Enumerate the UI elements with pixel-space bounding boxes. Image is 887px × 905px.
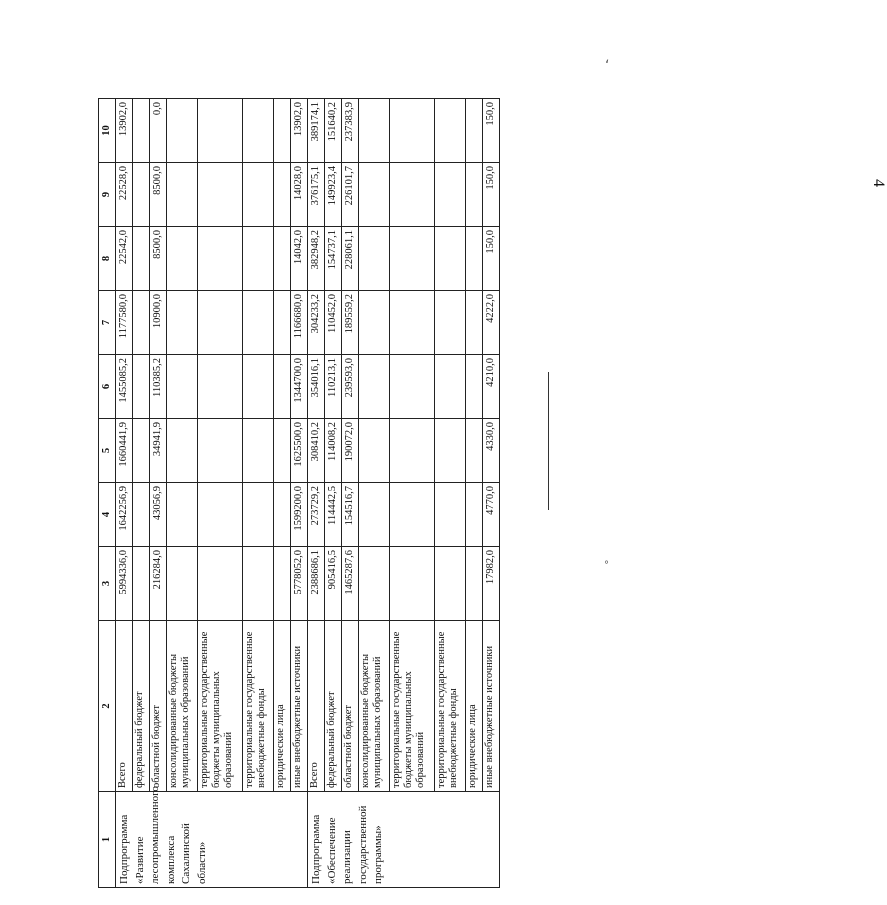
source-label: Всего [116, 621, 133, 792]
value-cell: 5994336,0 [116, 547, 133, 621]
source-label: федеральный бюджет [325, 621, 342, 792]
value-cell: 308410,2 [308, 419, 325, 483]
value-cell [243, 291, 274, 355]
source-label: территориальные государственные бюджеты муниципальных образований [198, 621, 243, 792]
value-cell: 382948,2 [308, 227, 325, 291]
value-cell [243, 99, 274, 163]
value-cell: 905416,5 [325, 547, 342, 621]
header-cell: 2 [99, 621, 116, 792]
funding-table [98, 29, 500, 888]
value-cell: 354016,1 [308, 355, 325, 419]
value-cell: 110385,2 [150, 355, 167, 419]
value-cell [133, 291, 150, 355]
value-cell: 1642256,9 [116, 483, 133, 547]
value-cell: 110213,1 [325, 355, 342, 419]
value-cell [359, 355, 390, 419]
spacer-cell [99, 30, 116, 99]
value-cell [133, 163, 150, 227]
value-cell: 389174,1 [308, 99, 325, 163]
value-cell: 150,0 [483, 163, 500, 227]
value-cell: 34941,9 [150, 419, 167, 483]
value-cell: 151640,2 [325, 99, 342, 163]
source-label: иные внебюджетные источники [483, 621, 500, 792]
value-cell: 2388686,1 [308, 547, 325, 621]
table-row [291, 30, 308, 888]
value-cell [466, 163, 483, 227]
value-cell [390, 547, 435, 621]
value-cell [390, 163, 435, 227]
value-cell: 43056,9 [150, 483, 167, 547]
rotated-content [98, 30, 544, 888]
value-cell [198, 483, 243, 547]
value-cell [274, 291, 291, 355]
value-cell [243, 355, 274, 419]
table-row [325, 30, 342, 888]
value-cell [466, 227, 483, 291]
source-label: федеральный бюджет [133, 621, 150, 792]
source-label: юридические лица [274, 621, 291, 792]
header-cell: 1 [99, 792, 116, 888]
value-cell [198, 227, 243, 291]
spacer-cell [274, 30, 291, 99]
value-cell [243, 163, 274, 227]
spacer-cell [359, 30, 390, 99]
spacer-cell [243, 30, 274, 99]
value-cell [274, 163, 291, 227]
source-label: территориальные государственные внебюджетные фонды [243, 621, 274, 792]
value-cell [167, 291, 198, 355]
value-cell: 304233,2 [308, 291, 325, 355]
value-cell [435, 483, 466, 547]
value-cell: 189559,2 [342, 291, 359, 355]
table-row [150, 30, 167, 888]
spacer-cell [466, 30, 483, 99]
value-cell: 0,0 [150, 99, 167, 163]
value-cell: 114442,5 [325, 483, 342, 547]
value-cell: 10900,0 [150, 291, 167, 355]
value-cell: 4222,0 [483, 291, 500, 355]
value-cell [466, 355, 483, 419]
value-cell [274, 355, 291, 419]
value-cell [167, 547, 198, 621]
spacer-cell [291, 30, 308, 99]
value-cell [435, 547, 466, 621]
value-cell: 17982,0 [483, 547, 500, 621]
value-cell: 190072,0 [342, 419, 359, 483]
subprogram-name: Подпрограмма «Развитие лесопромышленного комплекса Сахалинской области» [116, 792, 308, 888]
value-cell: 1177580,0 [116, 291, 133, 355]
value-cell [133, 547, 150, 621]
value-cell [390, 227, 435, 291]
value-cell [435, 419, 466, 483]
table-row [435, 30, 466, 888]
value-cell [466, 419, 483, 483]
value-cell [466, 99, 483, 163]
table-row [308, 30, 325, 888]
value-cell: 22542,0 [116, 227, 133, 291]
value-cell [274, 227, 291, 291]
value-cell [359, 483, 390, 547]
table-row [133, 30, 150, 888]
value-cell: 13902,0 [291, 99, 308, 163]
scan-dot: ° [604, 560, 609, 571]
value-cell [243, 227, 274, 291]
value-cell [390, 99, 435, 163]
spacer-cell [116, 30, 133, 99]
value-cell [274, 483, 291, 547]
value-cell: 376175,1 [308, 163, 325, 227]
value-cell: 4770,0 [483, 483, 500, 547]
table-row [483, 30, 500, 888]
source-label: территориальные государственные бюджеты муниципальных образований [390, 621, 435, 792]
source-label: консолидированные бюджеты муниципальных образований [167, 621, 198, 792]
value-cell [435, 227, 466, 291]
table-body [99, 30, 500, 888]
header-cell: 4 [99, 483, 116, 547]
value-cell: 110452,0 [325, 291, 342, 355]
source-label: территориальные государственные внебюджетные фонды [435, 621, 466, 792]
value-cell: 239593,0 [342, 355, 359, 419]
value-cell [466, 547, 483, 621]
value-cell [167, 163, 198, 227]
source-label: консолидированные бюджеты муниципальных образований [359, 621, 390, 792]
value-cell [390, 419, 435, 483]
value-cell [133, 355, 150, 419]
value-cell [435, 99, 466, 163]
table-row [167, 30, 198, 888]
value-cell: 216284,0 [150, 547, 167, 621]
value-cell: 1660441,9 [116, 419, 133, 483]
value-cell [359, 163, 390, 227]
value-cell [198, 99, 243, 163]
header-row [99, 30, 116, 888]
value-cell [167, 483, 198, 547]
table-row [466, 30, 483, 888]
value-cell [133, 419, 150, 483]
header-cell: 9 [99, 163, 116, 227]
spacer-cell [150, 30, 167, 99]
header-cell: 10 [99, 99, 116, 163]
value-cell [435, 163, 466, 227]
table-row [198, 30, 243, 888]
source-label: Всего [308, 621, 325, 792]
value-cell [198, 291, 243, 355]
value-cell: 1166680,0 [291, 291, 308, 355]
source-label: областной бюджет [342, 621, 359, 792]
value-cell [167, 355, 198, 419]
header-cell: 8 [99, 227, 116, 291]
value-cell [390, 483, 435, 547]
spacer-cell [308, 30, 325, 99]
spacer-cell [133, 30, 150, 99]
value-cell: 8500,0 [150, 163, 167, 227]
value-cell [198, 163, 243, 227]
value-cell [435, 355, 466, 419]
spacer-cell [325, 30, 342, 99]
value-cell [133, 99, 150, 163]
value-cell: 1625500,0 [291, 419, 308, 483]
value-cell: 8500,0 [150, 227, 167, 291]
value-cell [435, 291, 466, 355]
value-cell [274, 547, 291, 621]
value-cell [390, 291, 435, 355]
value-cell [274, 419, 291, 483]
value-cell: 4330,0 [483, 419, 500, 483]
spacer-cell [198, 30, 243, 99]
spacer-cell [483, 30, 500, 99]
value-cell [133, 227, 150, 291]
value-cell [390, 355, 435, 419]
value-cell: 273729,2 [308, 483, 325, 547]
spacer-cell [342, 30, 359, 99]
value-cell: 22528,0 [116, 163, 133, 227]
value-cell: 154737,1 [325, 227, 342, 291]
table-row [274, 30, 291, 888]
value-cell [198, 419, 243, 483]
value-cell [198, 547, 243, 621]
page-number: 4 [870, 179, 887, 187]
value-cell: 149923,4 [325, 163, 342, 227]
value-cell: 13902,0 [116, 99, 133, 163]
value-cell: 226101,7 [342, 163, 359, 227]
value-cell [243, 547, 274, 621]
value-cell [359, 99, 390, 163]
value-cell [466, 291, 483, 355]
value-cell: 14042,0 [291, 227, 308, 291]
value-cell [466, 483, 483, 547]
value-cell: 114008,2 [325, 419, 342, 483]
source-label: юридические лица [466, 621, 483, 792]
table-row [390, 30, 435, 888]
value-cell: 1465287,6 [342, 547, 359, 621]
value-cell [359, 291, 390, 355]
value-cell: 1455085,2 [116, 355, 133, 419]
value-cell [167, 419, 198, 483]
value-cell [243, 419, 274, 483]
header-cell: 7 [99, 291, 116, 355]
scan-mark: ‘ [605, 58, 610, 74]
value-cell [198, 355, 243, 419]
value-cell: 150,0 [483, 227, 500, 291]
value-cell: 154516,7 [342, 483, 359, 547]
table-row [243, 30, 274, 888]
value-cell: 14028,0 [291, 163, 308, 227]
value-cell [359, 419, 390, 483]
header-cell: 3 [99, 547, 116, 621]
value-cell: 237383,9 [342, 99, 359, 163]
spacer-cell [435, 30, 466, 99]
spacer-cell [167, 30, 198, 99]
value-cell [133, 483, 150, 547]
spacer-cell [390, 30, 435, 99]
source-label: областной бюджет [150, 621, 167, 792]
divider-line [548, 372, 549, 510]
table-row [342, 30, 359, 888]
value-cell [274, 99, 291, 163]
value-cell [359, 547, 390, 621]
header-cell: 5 [99, 419, 116, 483]
source-label: иные внебюджетные источники [291, 621, 308, 792]
table-row [116, 30, 133, 888]
value-cell [167, 227, 198, 291]
value-cell: 150,0 [483, 99, 500, 163]
value-cell [167, 99, 198, 163]
value-cell: 1344700,0 [291, 355, 308, 419]
value-cell: 1599200,0 [291, 483, 308, 547]
value-cell: 228061,1 [342, 227, 359, 291]
table-row [359, 30, 390, 888]
value-cell: 5778052,0 [291, 547, 308, 621]
value-cell [243, 483, 274, 547]
header-cell: 6 [99, 355, 116, 419]
value-cell: 4210,0 [483, 355, 500, 419]
value-cell [359, 227, 390, 291]
subprogram-name: Подпрограмма «Обеспечение реализации государственной программы» [308, 792, 500, 888]
